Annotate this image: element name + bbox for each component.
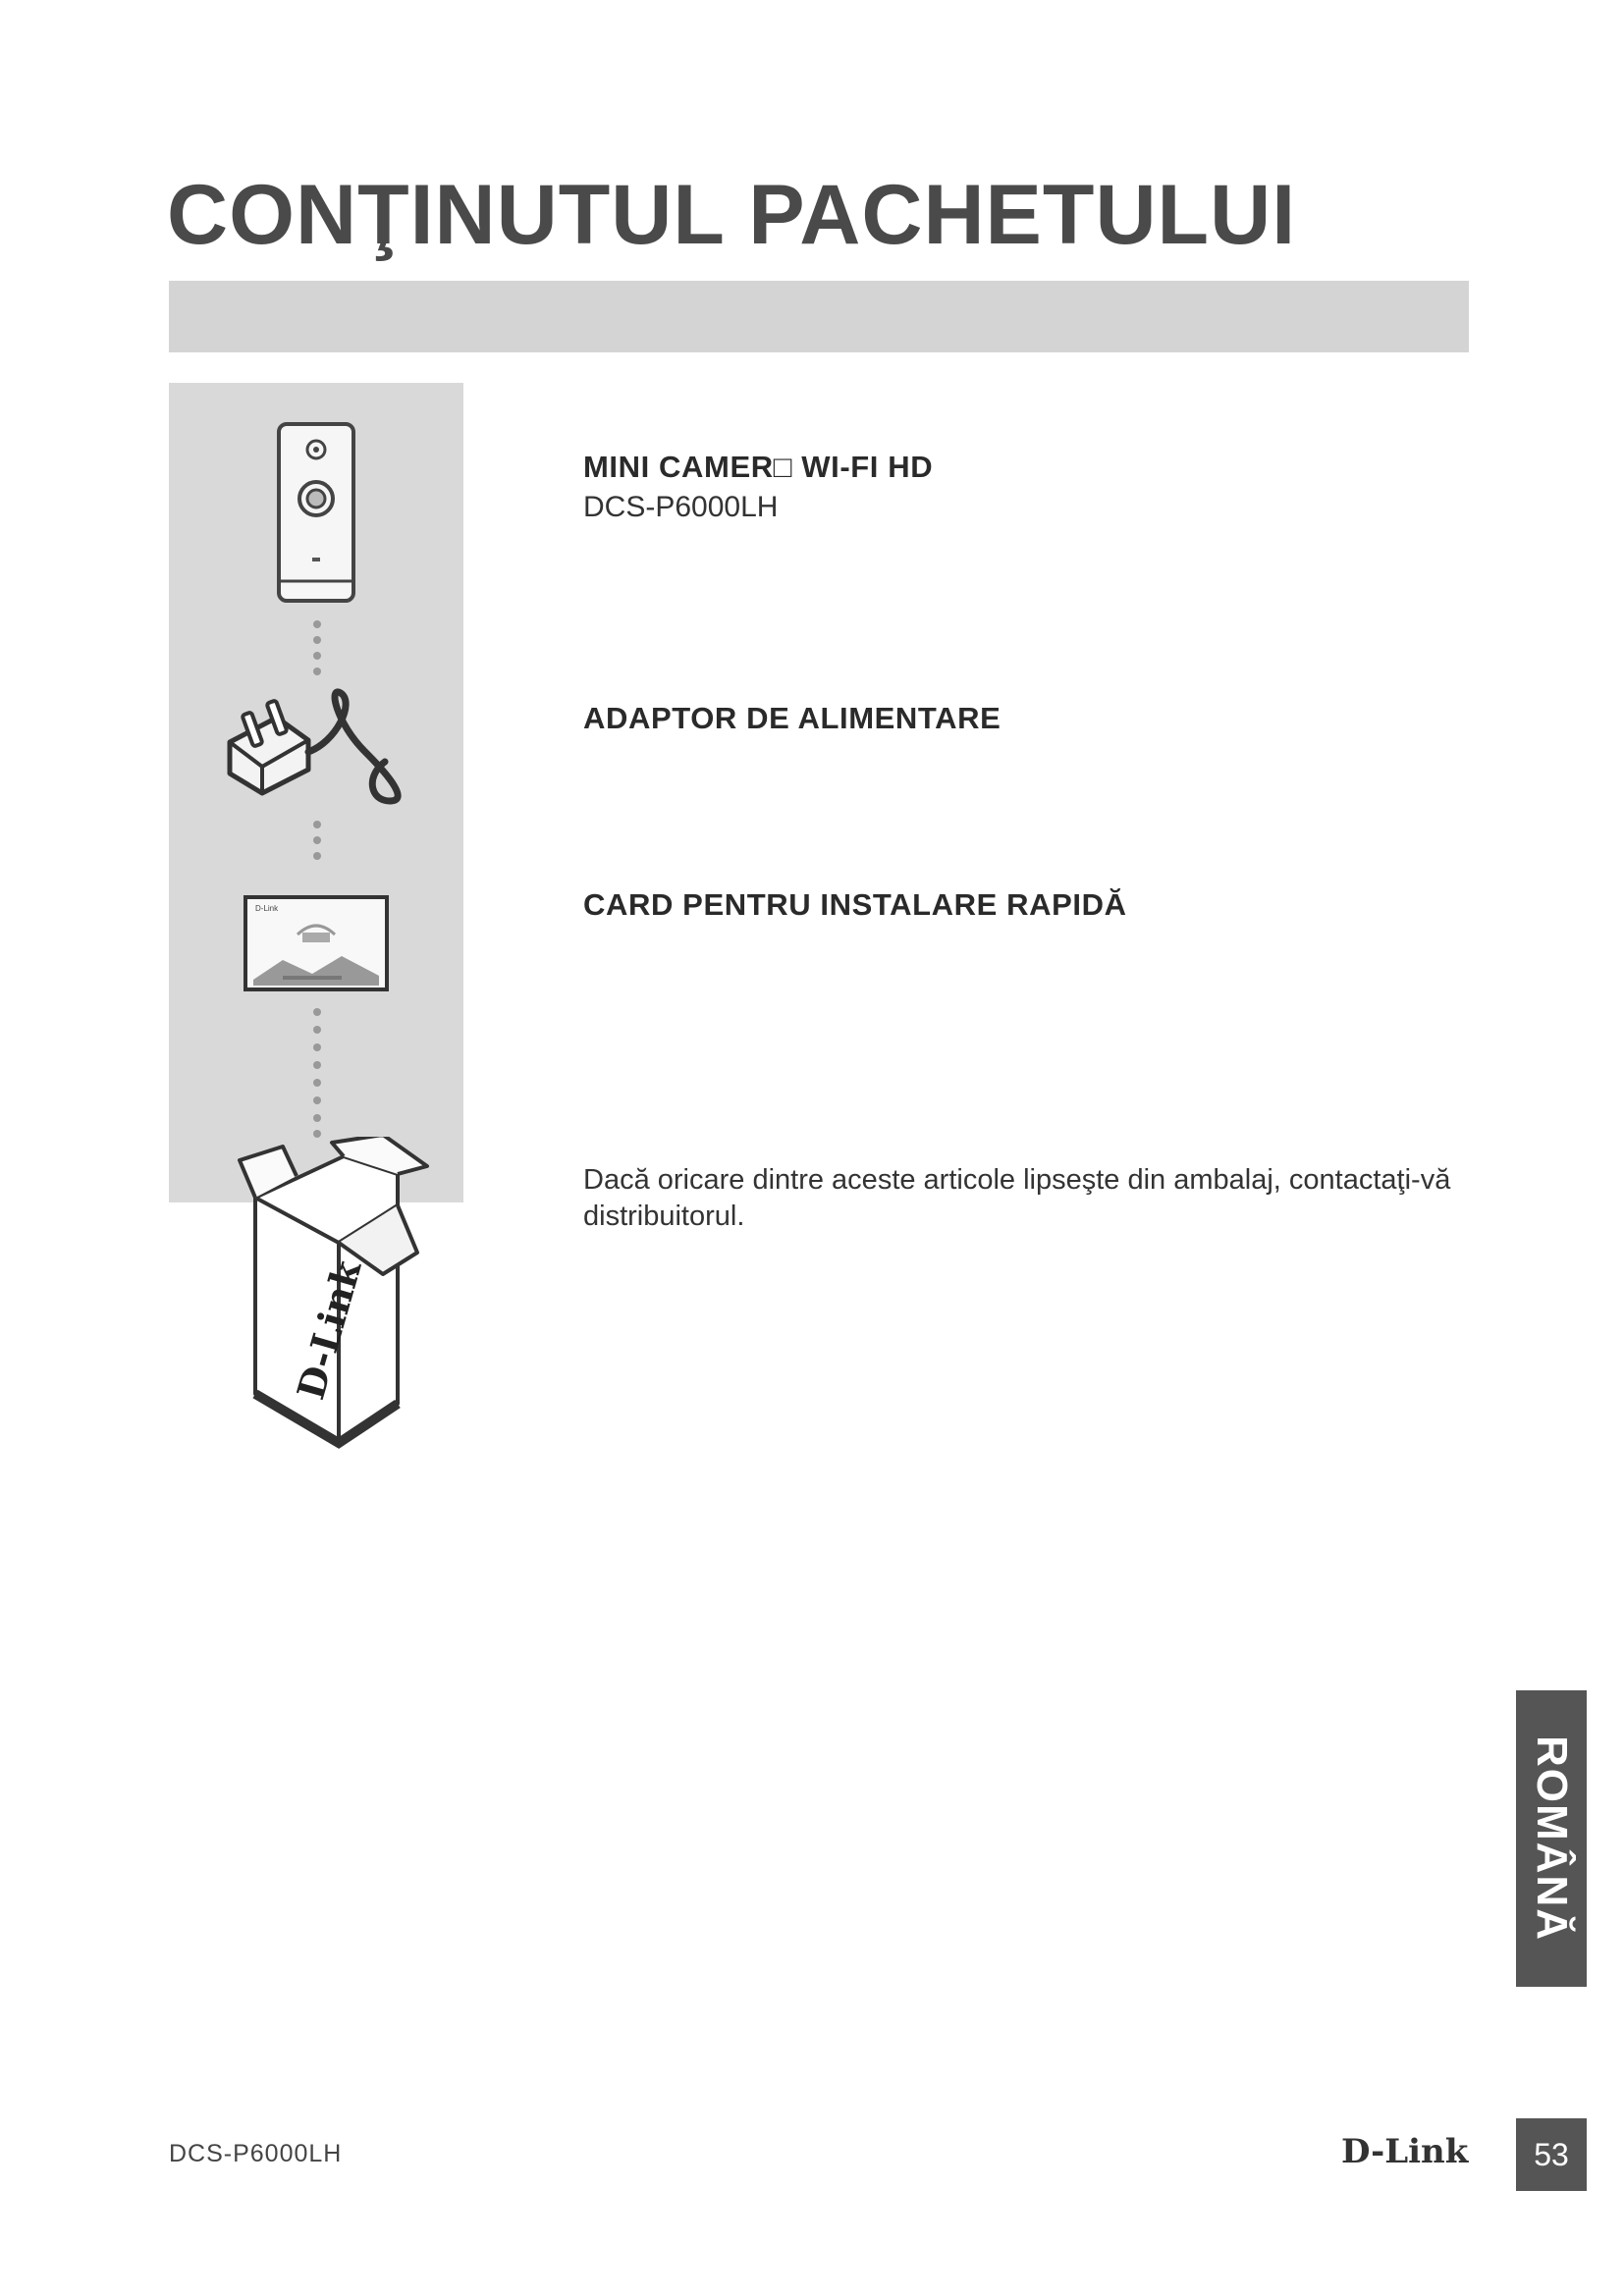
page-title: CONŢINUTUL PACHETULUI [167,168,1297,262]
title-banner [169,281,1469,352]
missing-items-note: Dacă oricare dintre aceste articole lipseşte din ambalaj, contactaţi-vă distribuitorul. [583,1164,1451,1232]
quick-install-card-illustration [244,895,389,991]
dlink-box-illustration [236,1137,432,1451]
connector-dots-3 [307,1006,327,1139]
connector-dots-2 [307,819,327,878]
item-card-title: CARD PENTRU INSTALARE RAPIDĂ [583,887,1127,922]
connector-dots-1 [307,618,327,677]
language-tab-label: ROMÂNĂ [1528,1735,1576,1942]
item-adapter-title: ADAPTOR DE ALIMENTARE [583,701,1001,735]
camera-illustration [275,420,357,607]
dlink-logo: D-Link [1341,2132,1469,2171]
box-brand-text: D-Link [288,1255,370,1405]
power-adapter-illustration [218,683,414,811]
footer-model: DCS-P6000LH [169,2140,343,2167]
card-logo-text: D-Link [255,904,279,913]
page-number: 53 [1516,2118,1587,2191]
item-camera-title: MINI CAMER□ WI-FI HD [583,450,934,484]
item-camera-model: DCS-P6000LH [583,491,779,523]
language-tab [1516,1690,1587,1987]
